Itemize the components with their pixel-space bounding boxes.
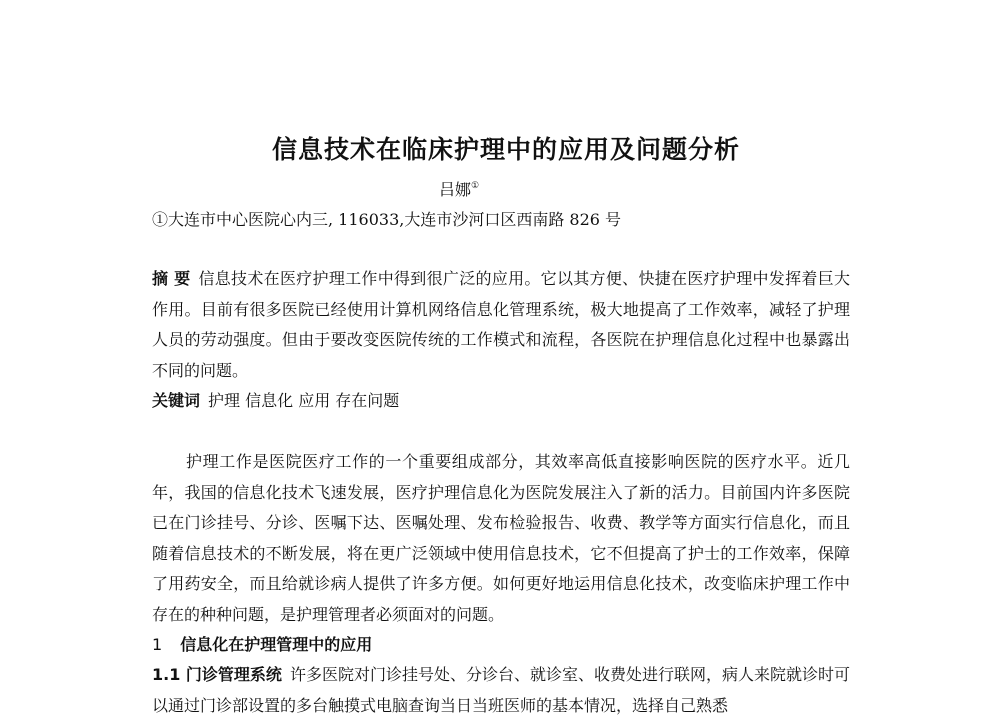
author-footnote-mark: ① (470, 181, 480, 191)
subsection-heading: 1.1 门诊管理系统 (152, 665, 282, 684)
keywords-text: 护理 信息化 应用 存在问题 (208, 391, 400, 410)
keywords-line (152, 386, 850, 417)
keywords-label: 关键词 (152, 391, 201, 410)
author-name: 吕娜 (438, 180, 471, 199)
abstract-paragraph (152, 264, 850, 386)
section-heading (152, 630, 850, 661)
subsection-text: 许多医院对门诊挂号处、分诊台、就诊室、收费处进行联网，病人来院就诊时可以通过门诊部设置的多台触摸式电脑查询当日当班医师的基本情况，选择自己熟悉 (152, 665, 850, 715)
author-line (0, 177, 918, 200)
intro-paragraph: 护理工作是医院医疗工作的一个重要组成部分，其效率高低直接影响医院的医疗水平。近几年，我国的信息化技术飞速发展，医疗护理信息化为医院发展注入了新的活力。目前国内许多医院已在门诊挂号、分诊、医嘱下达、医嘱处理、发布检验报告、收费、教学等方面实行信息化，而且随着信息技术的不断发展，将在更广泛领域中使用信息技术，它不但提高了护士的工作效率，保障了用药安全，而且给就诊病人提供了许多方便。如何更好地运用信息化技术，改变临床护理工作中存在的种种问题，是护理管理者必须面对的问题。 (152, 452, 850, 624)
paper-title: 信息技术在临床护理中的应用及问题分析 (271, 135, 740, 164)
affiliation: ①大连市中心医院心内三, 116033,大连市沙河口区西南路 826 号 (152, 210, 622, 229)
section-title: 信息化在护理管理中的应用 (180, 635, 373, 654)
subsection-paragraph (152, 660, 850, 721)
abstract-text: 信息技术在医疗护理工作中得到很广泛的应用。它以其方便、快捷在医疗护理中发挥着巨大作用。目前有很多医院已经使用计算机网络信息化管理系统，极大地提高了工作效率，减轻了护理人员的劳动强度。但由于要改变医院传统的工作模式和流程，各医院在护理信息化过程中也暴露出不同的问题。 (152, 269, 850, 380)
section-number: 1 (152, 635, 163, 654)
abstract-label: 摘 要 (152, 269, 191, 288)
